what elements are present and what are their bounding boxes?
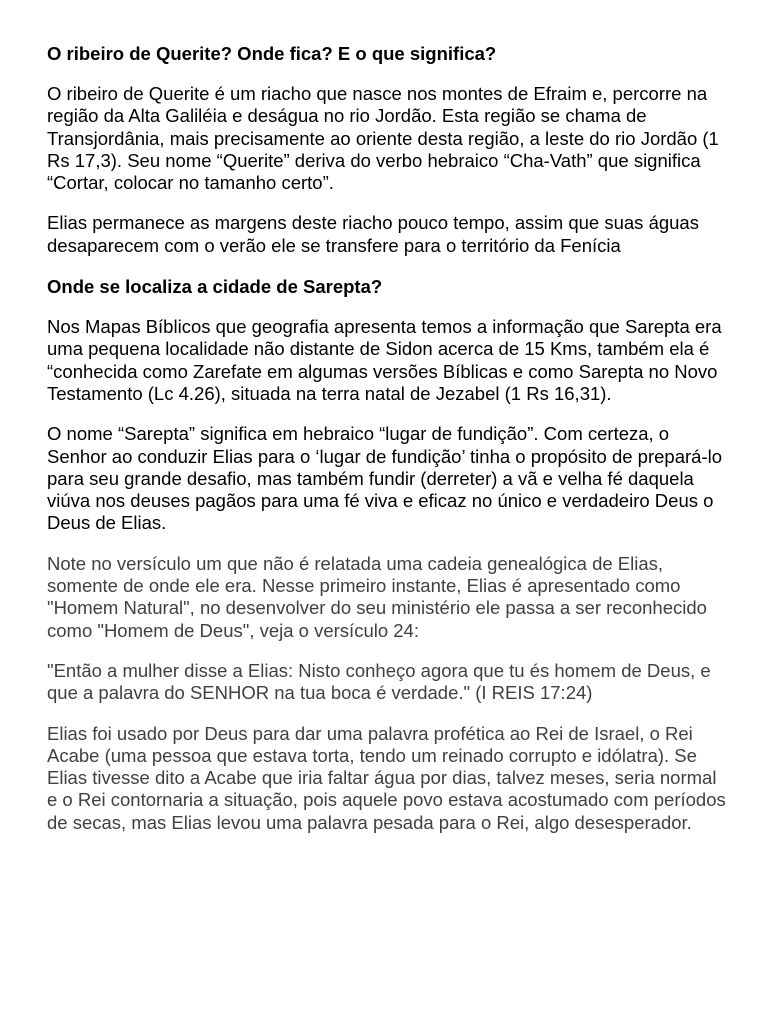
paragraph-sarepta-meaning: O nome “Sarepta” significa em hebraico “lugar de fundição”. Com certeza, o Senhor ao conduzir Elias para o ‘lugar de fundição’ tinha o propósito de prepará-lo para seu grande desafio, mas também fundir (derreter) a vã e velha fé daquela viúva nos deuses pagãos para uma fé viva e eficaz no único e verdadeiro Deus o Deus de Elias. xyxy=(47,423,722,534)
paragraph-querite-description: O ribeiro de Querite é um riacho que nasce nos montes de Efraim e, percorre na região da Alta Galiléia e deságua no rio Jordão. Esta região se chama de Transjordânia, mais precisamente ao oriente desta região, a leste do rio Jordão (1 Rs 17,3). Seu nome “Querite” deriva do verbo hebraico “Cha-Vath” que significa “Cortar, colocar no tamanho certo”. xyxy=(47,83,719,194)
paragraph-prophetic-word: Elias foi usado por Deus para dar uma palavra profética ao Rei de Israel, o Rei Acabe (uma pessoa que estava torta, tendo um reinado corrupto e idólatra). Se Elias tivesse dito a Acabe que iria faltar água por dias, talvez meses, seria normal e o Rei contornaria a situação, pois aquele povo estava acostumado com períodos de secas, mas Elias levou uma palavra pesada para o Rei, algo desesperador. xyxy=(47,722,726,833)
paragraph-genealogy-note: Note no versículo um que não é relatada uma cadeia genealógica de Elias, somente de onde ele era. Nesse primeiro instante, Elias é apresentado como "Homem Natural", no desenvolver do seu ministério ele passa a ser reconhecido como "Homem de Deus", veja o versículo 24: xyxy=(47,552,707,641)
heading-sarepta: Onde se localiza a cidade de Sarepta? xyxy=(47,276,383,298)
paragraph-bible-quote: "Então a mulher disse a Elias: Nisto conheço agora que tu és homem de Deus, e que a palavra do SENHOR na tua boca é verdade." (I REIS 17:24) xyxy=(47,659,711,704)
paragraph-elias-stay: Elias permanece as margens deste riacho pouco tempo, assim que suas águas desaparecem com o verão ele se transfere para o território da Fenícia xyxy=(47,212,699,256)
paragraph-sarepta-location: Nos Mapas Bíblicos que geografia apresenta temos a informação que Sarepta era uma pequena localidade não distante de Sidon acerca de 15 Kms, também ela é “conhecida como Zarefate em algumas versões Bíblicas e como Sarepta no Novo Testamento (Lc 4.26), situada na terra natal de Jezabel (1 Rs 16,31). xyxy=(47,316,722,404)
heading-querite: O ribeiro de Querite? Onde fica? E o que significa? xyxy=(47,43,497,64)
